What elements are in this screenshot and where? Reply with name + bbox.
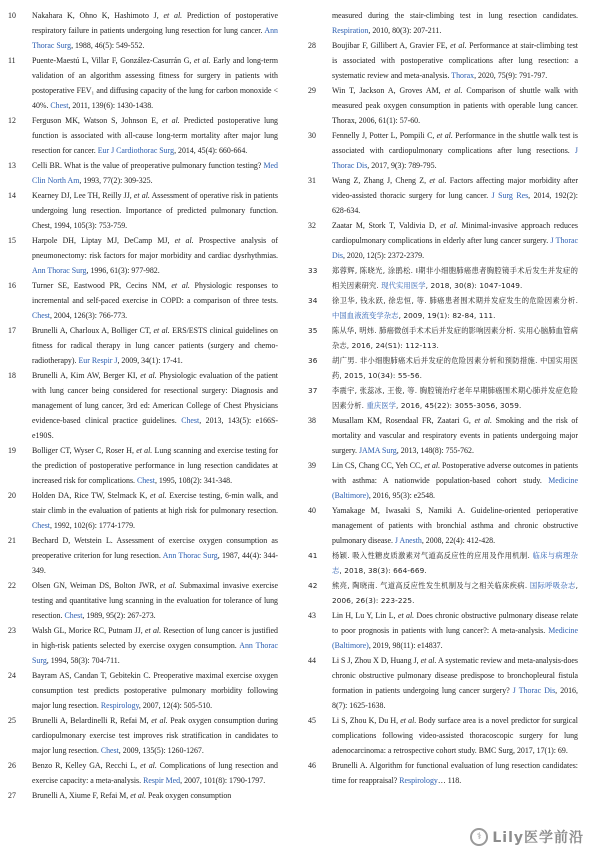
reference-number: 30 bbox=[308, 131, 316, 140]
journal-link[interactable]: Eur J Cardiothorac Surg bbox=[97, 146, 175, 155]
reference-number: 18 bbox=[8, 371, 16, 380]
reference-item bbox=[8, 668, 278, 713]
et-al-text: et al. bbox=[136, 446, 153, 455]
journal-link[interactable]: J Thorac Dis bbox=[332, 146, 578, 170]
reference-number: 22 bbox=[8, 581, 16, 590]
journal-link[interactable]: J Thorac Dis bbox=[332, 236, 578, 260]
reference-item bbox=[308, 503, 578, 548]
reference-item bbox=[8, 578, 278, 623]
reference-text: Li S J, Zhou X D, Huang J, bbox=[332, 656, 421, 665]
reference-text: Performance in the shuttle walk test is associated with cardiopulmonary complications after lung resections. bbox=[332, 131, 578, 155]
reference-item bbox=[308, 293, 578, 323]
reference-text: Nakahara K, Ohno K, Hashimoto J, bbox=[32, 11, 164, 20]
journal-link[interactable]: 中国血液流变学杂志 bbox=[332, 311, 399, 320]
journal-link[interactable]: Ann Thorac Surg bbox=[32, 641, 278, 665]
reference-text: , 2009, 34(1): 17-41. bbox=[117, 356, 183, 365]
reference-item bbox=[308, 128, 578, 173]
reference-text: , 2013, 148(8): 755-762. bbox=[396, 446, 474, 455]
reference-text: Brunelli A, Belardinelli R, Refai M, bbox=[32, 716, 152, 725]
reference-item bbox=[8, 368, 278, 443]
journal-link[interactable]: Chest bbox=[100, 746, 119, 755]
reference-number: 17 bbox=[8, 326, 16, 335]
reference-text: , 1995, 108(2): 341-348. bbox=[154, 476, 233, 485]
et-al-text: et al. bbox=[474, 416, 492, 425]
reference-text: Lin H, Lu Y, Lin L, bbox=[332, 611, 398, 620]
reference-text: 胡广男. 非小细胞肺癌术后并发症的危险因素分析和预防措施. 中国实用医药, 2015, 10(34): 55-56. bbox=[332, 356, 578, 380]
reference-number: 21 bbox=[8, 536, 16, 545]
reference-text: Celli BR. What is the value of preoperative pulmonary function testing? bbox=[32, 161, 264, 170]
reference-text: , 2020, 75(9): 791-797. bbox=[474, 71, 548, 80]
et-al-text: et al. bbox=[140, 761, 157, 770]
reference-text: Harpole DH, Liptay MJ, DeCamp MJ, bbox=[32, 236, 175, 245]
journal-link[interactable]: 国际呼吸杂志 bbox=[529, 581, 576, 590]
journal-link[interactable]: Chest bbox=[136, 476, 155, 485]
reference-number: 41 bbox=[308, 551, 318, 560]
journal-link[interactable]: JAMA Surg bbox=[358, 446, 397, 455]
reference-text: Brunelli A, Xiume F, Refai M, bbox=[32, 791, 131, 800]
reference-item bbox=[8, 278, 278, 323]
watermark-logo-icon: ⚕ bbox=[470, 828, 488, 846]
reference-text: , 2014, 45(4): 660-664. bbox=[174, 146, 248, 155]
reference-text: Fennelly J, Potter L, Pompili C, bbox=[332, 131, 437, 140]
journal-link[interactable]: Thorax bbox=[451, 71, 475, 80]
reference-item bbox=[308, 458, 578, 503]
et-al-text: et al. bbox=[450, 41, 467, 50]
reference-text: , 2007, 12(4): 505-510. bbox=[138, 701, 213, 710]
reference-number: 14 bbox=[8, 191, 16, 200]
reference-item bbox=[8, 533, 278, 578]
et-al-text: et al. bbox=[140, 371, 157, 380]
reference-text: Performance at stair-climbing test is associated with postoperative complications after lung resection: a systematic review and meta-analysis. bbox=[332, 41, 578, 80]
reference-text: Exercise testing, 6-min walk, and stair climb in the evaluation of patients at high risk for pulmonary resection. bbox=[32, 491, 279, 515]
reference-item bbox=[308, 608, 578, 653]
journal-link[interactable]: Eur Respir J bbox=[78, 356, 118, 365]
journal-link[interactable]: J Surg Res bbox=[491, 191, 529, 200]
reference-number: 26 bbox=[8, 761, 16, 770]
reference-number: 38 bbox=[308, 416, 316, 425]
reference-number: 44 bbox=[308, 656, 316, 665]
journal-link[interactable]: Chest bbox=[50, 101, 69, 110]
reference-text: Does chronic obstructive pulmonary disease relate to poor prognosis in patients with lung cancer?: A meta-analysis. bbox=[332, 611, 579, 635]
reference-text: , 2007, 101(8): 1790-1797. bbox=[180, 776, 266, 785]
reference-item bbox=[308, 218, 578, 263]
journal-link[interactable]: Med Clin North Am bbox=[32, 161, 278, 185]
reference-number: 13 bbox=[8, 161, 16, 170]
reference-item bbox=[308, 578, 578, 608]
journal-link[interactable]: Respirology bbox=[399, 776, 438, 785]
reference-item bbox=[308, 83, 578, 128]
journal-link[interactable]: Ann Thorac Surg bbox=[32, 26, 278, 50]
reference-number: 16 bbox=[8, 281, 16, 290]
reference-text: , 2006, 26(3): 223-225. bbox=[332, 581, 578, 605]
reference-text: Brunelli A, Charloux A, Bolliger CT, bbox=[32, 326, 154, 335]
reference-text: Physiologic evaluation of the patient with lung cancer being considered for resectional surgery: Diagnosis and management of lung cancer, 3rd ed: American College of Chest Physicians evidence-based clinical practice guidelines. bbox=[32, 371, 278, 425]
reference-item bbox=[308, 653, 578, 713]
reference-text: Minimal-invasive approach reduces cardiopulmonary complications in elderly after lung cancer surgery. bbox=[332, 221, 578, 245]
reference-text: Physiologic responses to incremental and self-paced exercise in COPD: a comparison of three tests. bbox=[32, 281, 278, 305]
reference-text: , 2016, 95(3): e2548. bbox=[368, 491, 435, 500]
reference-number: 29 bbox=[308, 86, 316, 95]
reference-item bbox=[8, 188, 278, 233]
reference-item bbox=[8, 158, 278, 188]
journal-link[interactable]: J Anesth bbox=[394, 536, 422, 545]
journal-link[interactable]: Medicine (Baltimore) bbox=[332, 626, 578, 650]
reference-number: 45 bbox=[308, 716, 316, 725]
et-al-text: et al. bbox=[153, 326, 170, 335]
journal-link[interactable]: Chest bbox=[32, 521, 50, 530]
reference-item bbox=[308, 383, 578, 413]
reference-number: 46 bbox=[308, 761, 316, 770]
reference-text: Postoperative adverse outcomes in patients with asthma: A nationwide population-based cohort study. bbox=[332, 461, 579, 485]
reference-text: , 2009, 19(1): 82-84, 111. bbox=[398, 311, 496, 320]
reference-text: , 2011, 139(6): 1430-1438. bbox=[68, 101, 154, 110]
reference-item bbox=[8, 758, 278, 788]
reference-number: 23 bbox=[8, 626, 16, 635]
journal-link[interactable]: 临床与病理杂志 bbox=[332, 551, 578, 575]
reference-text: Walsh GL, Morice RC, Putnam JJ, bbox=[32, 626, 146, 635]
reference-item bbox=[308, 173, 578, 218]
reference-text: Ferguson MK, Watson S, Johnson E, bbox=[32, 116, 163, 125]
reference-text: , 1994, 58(3): 704-711. bbox=[46, 656, 120, 665]
reference-item bbox=[8, 53, 278, 113]
reference-number: 24 bbox=[8, 671, 16, 680]
reference-text: Bechard D, Wetstein L. Assessment of exercise oxygen consumption as preoperative criterion for lung resection. bbox=[32, 536, 278, 560]
reference-text: Li S, Zhou K, Du H, bbox=[332, 716, 401, 725]
reference-text: Comparison of shuttle walk with measured peak oxygen consumption in patients with operable lung cancer. Thorax, 2006, 61(1): 57-60. bbox=[332, 86, 578, 125]
et-al-text: et al. bbox=[174, 236, 194, 245]
reference-number: 37 bbox=[308, 386, 318, 395]
right-reference-column bbox=[308, 8, 578, 788]
reference-number: 34 bbox=[308, 296, 318, 305]
reference-text: Prospective analysis of pneumonectomy: risk factors for major morbidity and cardiac dysrhythmias. bbox=[32, 236, 278, 260]
et-al-text: et al. bbox=[151, 716, 168, 725]
reference-text: 徐卫华, 钱永跃, 徐忠恒, 等. 肺癌患者围术期并发症发生的危险因素分析. bbox=[332, 296, 578, 305]
reference-item bbox=[8, 233, 278, 278]
et-al-text: et al. bbox=[171, 281, 190, 290]
reference-text: Factors affecting major morbidity after video-assisted thoracic surgery for lung cancer. bbox=[332, 176, 579, 200]
reference-text: Win T, Jackson A, Groves AM, bbox=[332, 86, 445, 95]
reference-text: A systematic review and meta-analysis-does chronic obstructive pulmonary disease predispose to bronchopleural fistula formation in patients undergoing lung cancer surgery? bbox=[332, 656, 578, 695]
et-al-text: et al. bbox=[145, 626, 162, 635]
reference-text: Olsen GN, Weiman DS, Bolton JWR, bbox=[32, 581, 160, 590]
reference-text: Bolliger CT, Wyser C, Roser H, bbox=[32, 446, 137, 455]
reference-number: 33 bbox=[308, 266, 318, 275]
et-al-text: et al. bbox=[194, 56, 211, 65]
et-al-text: et al. bbox=[130, 791, 146, 800]
reference-text: 郑蓉辉, 陈晓光, 涂鹃松. Ⅰ期非小细胞肺癌患者胸腔镜手术后发生并发症的相关因素研究. bbox=[332, 266, 578, 290]
et-al-text: et al. bbox=[440, 221, 458, 230]
reference-number: 12 bbox=[8, 116, 16, 125]
reference-number: 42 bbox=[308, 581, 318, 590]
reference-number: 28 bbox=[308, 41, 316, 50]
reference-number: 40 bbox=[308, 506, 316, 515]
reference-text: , 2016, 45(22): 3055-3056, 3059. bbox=[396, 401, 522, 410]
reference-text: , 2009, 135(5): 1260-1267. bbox=[118, 746, 204, 755]
reference-text: , 2014, 192(2): 628-634. bbox=[332, 191, 578, 215]
reference-text: , 1987, 44(4): 344-349. bbox=[32, 551, 278, 575]
reference-text: Predicted postoperative lung function is associated with all-cause long-term mortality after major lung resection for cancer. bbox=[32, 116, 278, 155]
journal-link[interactable]: J Thorac Dis bbox=[512, 686, 556, 695]
reference-item bbox=[308, 323, 578, 353]
reference-text: Peak oxygen consumption bbox=[146, 791, 232, 800]
reference-item bbox=[8, 623, 278, 668]
reference-item bbox=[8, 788, 278, 803]
journal-link[interactable]: 现代实用医学 bbox=[381, 281, 426, 290]
reference-text: 杨颖. 吸入性糖皮质激素对气道高反应性的应用及作用机制. bbox=[332, 551, 533, 560]
et-al-text: et al. bbox=[397, 611, 415, 620]
journal-link[interactable]: 重庆医学 bbox=[366, 401, 397, 410]
et-al-text: et al. bbox=[444, 86, 463, 95]
reference-text: 陈从华, 明炜. 肺癌微创手术术后并发症的影响因素分析. 实用心脑肺血管病杂志, 2016, 24(S1): 112-113. bbox=[332, 326, 578, 350]
et-al-text: et al. bbox=[424, 461, 441, 470]
reference-item bbox=[308, 758, 578, 788]
reference-text: Kearney DJ, Lee TH, Reilly JJ, bbox=[32, 191, 134, 200]
reference-text: , 2016, 8(7): 1625-1638. bbox=[332, 686, 578, 710]
reference-item bbox=[8, 488, 278, 533]
reference-text: Lung scanning and exercise testing for the prediction of postoperative performance in lung resection candidates at increased risk for complications. bbox=[32, 446, 279, 485]
reference-text: , 2017, 9(3): 789-795. bbox=[367, 161, 437, 170]
reference-item bbox=[308, 713, 578, 758]
reference-item bbox=[308, 38, 578, 83]
reference-text: , 2019, 98(11): e14837. bbox=[368, 641, 443, 650]
reference-text: Boujibar F, Gillibert A, Gravier FE, bbox=[332, 41, 451, 50]
reference-text: Brunelli A. Algorithm for functional evaluation of lung resection candidates: time for reappraisal? bbox=[332, 761, 578, 785]
journal-link[interactable]: Chest bbox=[181, 416, 200, 425]
reference-text: Smoking and the risk of mortality and vascular and respiratory events in patients undergoing major surgery. bbox=[332, 416, 578, 455]
reference-text: Early and long-term validation of an algorithm assessing fitness for surgery in patients with postoperative FEV₁ and diffusing capacity of the lung for carbon monoxide < 40%. bbox=[32, 56, 279, 110]
reference-text: 熊亮, 陶晓南. 气道高反应性发生机制及与之相关临床疾病. bbox=[332, 581, 530, 590]
reference-item bbox=[308, 548, 578, 578]
reference-text: , 2008, 22(4): 412-428. bbox=[421, 536, 496, 545]
reference-text: , 2018, 38(3): 664-669. bbox=[339, 566, 427, 575]
reference-text: Assessment of operative risk in patients undergoing lung resection. Importance of predicted pulmonary function. Chest, 1994, 105(3): 753-759. bbox=[32, 191, 278, 230]
reference-text: , 1996, 61(3): 977-982. bbox=[86, 266, 160, 275]
reference-text: Complications of lung resection and exercise capacity: a meta-analysis. bbox=[32, 761, 278, 785]
et-al-text: et al. bbox=[159, 581, 177, 590]
et-al-text: et al. bbox=[400, 716, 417, 725]
journal-link[interactable]: Medicine (Baltimore) bbox=[332, 476, 578, 500]
reference-number: 39 bbox=[308, 461, 316, 470]
reference-item bbox=[308, 263, 578, 293]
reference-text: , 2020, 12(5): 2372-2379. bbox=[342, 251, 425, 260]
et-al-text: et al. bbox=[429, 176, 447, 185]
journal-link[interactable]: Respir Med bbox=[143, 776, 181, 785]
et-al-text: et al. bbox=[163, 11, 183, 20]
reference-text: Prediction of postoperative respiratory failure in patients undergoing lung resection for lung cancer. bbox=[32, 11, 278, 35]
reference-item bbox=[8, 8, 278, 53]
reference-item bbox=[308, 8, 578, 38]
reference-item bbox=[8, 323, 278, 368]
reference-text: Submaximal invasive exercise testing and quantitative lung scanning in the evaluation for tolerance of lung resection. bbox=[32, 581, 278, 620]
reference-text: , 2010, 80(3): 207-211. bbox=[368, 26, 442, 35]
reference-text: , 1993, 77(2): 309-325. bbox=[79, 176, 153, 185]
reference-text: Wang Z, Zhang J, Cheng Z, bbox=[332, 176, 430, 185]
journal-link[interactable]: Chest bbox=[32, 311, 50, 320]
reference-item bbox=[308, 353, 578, 383]
reference-number: 35 bbox=[308, 326, 318, 335]
reference-text: 李震宇, 张蕊冰, 王俊, 等. 胸腔镜治疗老年早期肺癌围术期心肺并发症危险因素分析. bbox=[332, 386, 578, 410]
reference-text: , 1989, 95(2): 267-273. bbox=[82, 611, 156, 620]
reference-text: Puente-Maestú L, Villar F, González-Casurrán G, bbox=[32, 56, 195, 65]
reference-text: measured during the stair-climbing test in lung resection candidates. bbox=[332, 11, 578, 20]
reference-text: Zaatar M, Stork T, Valdivia D, bbox=[332, 221, 441, 230]
reference-item bbox=[8, 113, 278, 158]
reference-number: 32 bbox=[308, 221, 316, 230]
reference-number: 27 bbox=[8, 791, 16, 800]
journal-link[interactable]: Ann Thorac Surg bbox=[32, 266, 87, 275]
journal-link[interactable]: Ann Thorac Surg bbox=[162, 551, 218, 560]
reference-text: , 1988, 46(5): 549-552. bbox=[71, 41, 145, 50]
left-reference-column bbox=[8, 8, 278, 803]
reference-text: Musallam KM, Rosendaal FR, Zaatari G, bbox=[332, 416, 475, 425]
reference-text: Turner SE, Eastwood PR, Cecins NM, bbox=[32, 281, 172, 290]
reference-text: , 1992, 102(6): 1774-1779. bbox=[49, 521, 136, 530]
watermark bbox=[466, 826, 588, 848]
reference-text: Body surface area is a novel predictor for surgical complications following video-assisted thoracoscopic surgery for lung adenocarcinoma: a retrospective cohort study. BMC Surg, 2017, 17(1): 69. bbox=[332, 716, 579, 755]
et-al-text: et al. bbox=[420, 656, 437, 665]
reference-number: 19 bbox=[8, 446, 16, 455]
reference-number: 11 bbox=[8, 56, 16, 65]
reference-text: Holden DA, Rice TW, Stelmack K, bbox=[32, 491, 150, 500]
reference-number: 15 bbox=[8, 236, 16, 245]
reference-number: 43 bbox=[308, 611, 316, 620]
reference-number: 36 bbox=[308, 356, 318, 365]
reference-item bbox=[8, 713, 278, 758]
reference-text: Bayram AS, Candan T, Gebitekin C. Preoperative maximal exercise oxygen consumption test predicts postoperative pulmonary morbidity following major lung resection. bbox=[32, 671, 278, 710]
reference-text: Peak oxygen consumption during cardiopulmonary exercise test improves risk stratification in candidates to major lung resection. bbox=[32, 716, 279, 755]
et-al-text: et al. bbox=[149, 491, 167, 500]
journal-link[interactable]: Respiration bbox=[332, 26, 369, 35]
reference-text: Resection of lung cancer is justified in high-risk patients selected by exercise oxygen consumption. bbox=[32, 626, 278, 650]
reference-number: 20 bbox=[8, 491, 16, 500]
reference-text: Benzo R, Kelley GA, Recchi L, bbox=[32, 761, 141, 770]
journal-link[interactable]: Chest bbox=[64, 611, 83, 620]
reference-text: Lin CS, Chang CC, Yeh CC, bbox=[332, 461, 425, 470]
watermark-text: Lily医学前沿 bbox=[492, 830, 584, 846]
reference-text: , 2018, 30(8): 1047-1049. bbox=[425, 281, 523, 290]
et-al-text: et al. bbox=[162, 116, 180, 125]
reference-item bbox=[8, 443, 278, 488]
reference-number: 31 bbox=[308, 176, 316, 185]
reference-text: Yamakage M, Iwasaki S, Namiki A. Guideline-oriented perioperative management of patients with bronchial asthma and chronic obstructive pulmonary disease. bbox=[332, 506, 578, 545]
reference-text: ERS/ESTS clinical guidelines on fitness for radical therapy in lung cancer patients (surgery and chemo-radiotherapy). bbox=[32, 326, 278, 365]
journal-link[interactable]: Respirology bbox=[100, 701, 139, 710]
et-al-text: et al. bbox=[436, 131, 453, 140]
reference-number: 25 bbox=[8, 716, 16, 725]
reference-number: 10 bbox=[8, 11, 16, 20]
reference-text: , 2013, 143(5): e166S-e190S. bbox=[32, 416, 278, 440]
reference-text: … 118. bbox=[437, 776, 462, 785]
reference-text: Brunelli A, Kim AW, Berger KI, bbox=[32, 371, 141, 380]
et-al-text: et al. bbox=[133, 191, 150, 200]
reference-item bbox=[308, 413, 578, 458]
reference-text: , 2004, 126(3): 766-773. bbox=[49, 311, 128, 320]
